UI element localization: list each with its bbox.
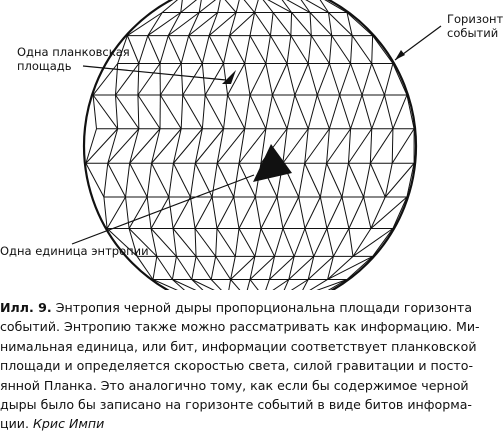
mesh-edge <box>195 229 216 257</box>
mesh-edge <box>162 0 183 13</box>
mesh-edge <box>364 197 371 229</box>
mesh-edge <box>255 197 261 229</box>
mesh-edge <box>292 13 312 36</box>
caption-author: Крис Импи <box>32 416 105 432</box>
mesh-edge <box>217 229 235 257</box>
mesh-edge <box>148 13 181 36</box>
caption-line-5: янной Планка. Это аналогично тому, как если бы содержимое черной <box>0 377 469 393</box>
mesh-edge <box>327 129 330 163</box>
mesh-edge <box>190 163 195 197</box>
mesh-edge <box>195 229 196 257</box>
mesh-edge <box>353 229 393 257</box>
planck-area-triangle <box>222 70 236 84</box>
mesh-edge <box>235 229 239 257</box>
mesh-edge <box>93 95 118 129</box>
mesh-edge <box>299 197 305 229</box>
caption-text-1: Энтропия черной дыры пропорциональна площади горизонта <box>55 300 473 315</box>
mesh-edge <box>148 13 162 36</box>
mesh-edge <box>173 197 190 229</box>
mesh-edge <box>305 197 320 229</box>
mesh-edge <box>351 95 363 129</box>
mesh-edge <box>212 163 217 197</box>
mesh-edge <box>176 256 191 279</box>
mesh-edge <box>129 197 147 229</box>
mesh-edge <box>317 64 329 96</box>
mesh-edge <box>305 163 321 197</box>
mesh-edge <box>263 279 269 290</box>
mesh-edge <box>250 279 263 290</box>
mesh-edge <box>93 95 96 129</box>
mesh-edge <box>275 229 283 257</box>
mesh-edge <box>291 13 292 36</box>
mesh-edge <box>138 64 139 96</box>
mesh-edge <box>372 95 385 129</box>
figure-number: Илл. 9. <box>0 300 52 315</box>
mesh-edge <box>126 163 130 197</box>
mesh-edge <box>218 0 222 13</box>
mesh-edge <box>261 229 275 257</box>
mesh-edge <box>115 95 117 129</box>
mesh-edge <box>195 197 212 229</box>
mesh-edge <box>372 64 385 96</box>
planck-area-label-line2: площадь <box>17 59 72 73</box>
mesh-edge <box>211 256 215 279</box>
mesh-edge <box>246 279 250 290</box>
caption-line-1 <box>0 298 503 317</box>
mesh-edge <box>327 229 333 257</box>
mesh-edge <box>211 279 227 290</box>
mesh-edge <box>192 256 196 279</box>
mesh-edge <box>349 229 353 257</box>
mesh-edge <box>308 36 311 64</box>
mesh-edge <box>291 36 308 64</box>
mesh-edge <box>342 197 349 229</box>
mesh-edge <box>181 64 183 96</box>
mesh-edge <box>202 36 209 64</box>
mesh-edge <box>217 163 234 197</box>
mesh-edge <box>181 95 183 129</box>
mesh-edge <box>224 95 228 129</box>
mesh-edge <box>287 64 295 96</box>
mesh-edge <box>299 163 305 197</box>
mesh-edge <box>209 36 223 64</box>
mesh-edge <box>362 95 372 129</box>
caption-line-7 <box>0 414 503 433</box>
mesh-edge <box>217 129 245 163</box>
mesh-edge <box>160 95 181 129</box>
mesh-edge <box>362 64 372 96</box>
mesh-edge <box>347 13 373 36</box>
mesh-edge <box>152 163 169 197</box>
mesh-edge <box>230 36 245 64</box>
mesh-edge <box>266 95 273 129</box>
mesh-edge <box>173 163 190 197</box>
mesh-edge <box>138 95 160 129</box>
horizon-arrowhead <box>395 50 405 60</box>
mesh-edge <box>340 64 351 96</box>
mesh-edge <box>371 197 385 229</box>
mesh-edge <box>348 129 371 163</box>
mesh-edge <box>183 95 203 129</box>
mesh-edge <box>168 13 199 36</box>
mesh-edge <box>327 129 351 163</box>
mesh-edge <box>104 163 108 197</box>
mesh-edge <box>157 256 173 279</box>
mesh-edge <box>283 197 299 229</box>
mesh-edge <box>289 256 294 279</box>
mesh-edge <box>127 13 162 36</box>
mesh-edge <box>308 256 333 279</box>
mesh-edge <box>139 36 148 64</box>
mesh-edge <box>308 95 317 129</box>
mesh-edge <box>329 64 339 96</box>
mesh-edge <box>295 64 308 96</box>
mesh-edge <box>270 13 273 36</box>
mesh-edge <box>332 36 351 64</box>
mesh-edge <box>373 36 393 64</box>
mesh-edge <box>305 129 309 163</box>
mesh-edge <box>189 36 203 64</box>
event-horizon-label-line2: событий <box>447 26 499 40</box>
mesh-edge <box>327 163 342 197</box>
mesh-edge <box>340 95 351 129</box>
mesh-edge <box>245 95 250 129</box>
mesh-edge <box>196 256 211 279</box>
mesh-edge <box>272 64 287 96</box>
mesh-edge <box>364 163 371 197</box>
mesh-edge <box>277 197 283 229</box>
mesh-edge <box>393 64 407 96</box>
mesh-edge <box>195 129 223 163</box>
mesh-edge <box>231 279 246 290</box>
mesh-edge <box>138 64 160 96</box>
mesh-edge <box>269 256 294 279</box>
leader-arrowheads <box>395 50 405 60</box>
mesh-edge <box>289 256 314 279</box>
mesh-edge <box>250 95 266 129</box>
mesh-edge <box>351 64 363 96</box>
mesh-edge <box>261 197 277 229</box>
mesh-edge <box>320 163 326 197</box>
mesh-edge <box>239 197 255 229</box>
caption-line-6: дыры было бы записано на горизонте событий в виде битов информа- <box>0 397 472 413</box>
mesh-edge <box>160 36 168 64</box>
mesh-edge <box>173 229 196 257</box>
mesh-edge <box>169 197 173 229</box>
event-horizon-label-line1: Горизонт <box>447 12 503 26</box>
mesh-edge <box>190 197 195 229</box>
mesh-edge <box>370 163 385 197</box>
mesh-edge <box>305 129 330 163</box>
planck-area-label-line1: Одна планковская <box>17 45 130 59</box>
mesh-edge <box>352 36 372 64</box>
mesh-edge <box>205 95 223 129</box>
mesh-edge <box>250 36 266 64</box>
mesh-edge <box>202 95 205 129</box>
mesh-edge <box>351 36 353 64</box>
mesh-edge <box>373 229 393 257</box>
mesh-edge <box>329 36 331 64</box>
mesh-edge <box>228 95 245 129</box>
caption-line-3: нимальная единица, или бит, информации соответствует планковской <box>0 338 477 354</box>
mesh-edge <box>370 129 393 163</box>
mesh-edge <box>212 197 217 229</box>
mesh-edge <box>308 256 314 279</box>
mesh-edge <box>310 13 332 36</box>
mesh-edge <box>217 129 223 163</box>
mesh-edge <box>370 129 371 163</box>
mesh-edge <box>314 229 327 257</box>
mesh-edge <box>168 36 181 64</box>
mesh-edge <box>308 64 317 96</box>
mesh-edge <box>295 95 308 129</box>
mesh-edge <box>147 163 151 197</box>
mesh-edge <box>385 95 393 129</box>
mesh-edge <box>385 64 393 96</box>
mesh-edge <box>281 279 288 290</box>
mesh-edge <box>108 163 126 197</box>
mesh-edge <box>329 13 353 36</box>
mesh-edge <box>138 95 139 129</box>
mesh-edge <box>305 229 314 257</box>
mesh-edge <box>181 0 202 13</box>
event-horizon-label <box>447 12 503 40</box>
mesh-edge <box>228 279 231 290</box>
mesh-edge <box>216 229 217 257</box>
mesh-edge <box>250 64 266 96</box>
figure-caption <box>0 298 503 434</box>
mesh-edge <box>234 163 239 197</box>
mesh-edge <box>168 13 180 36</box>
mesh-edge <box>151 229 176 257</box>
mesh-edge <box>342 163 348 197</box>
mesh-edge <box>333 229 349 257</box>
mesh-edge <box>287 36 291 64</box>
mesh-edge <box>255 0 260 13</box>
mesh-edge <box>255 229 261 257</box>
mesh-edge <box>348 129 350 163</box>
mesh-edge <box>266 64 273 96</box>
mesh-edge <box>239 229 255 257</box>
mesh-edge <box>349 197 364 229</box>
mesh-edge <box>217 197 234 229</box>
mesh-edge <box>130 163 148 197</box>
mesh-edge <box>153 256 157 279</box>
mesh-edge <box>348 163 363 197</box>
mesh-edge <box>329 95 339 129</box>
mesh-edge <box>255 13 271 36</box>
mesh-edge <box>393 95 407 129</box>
mesh-edge <box>172 256 176 279</box>
mesh-edge <box>317 0 328 13</box>
mesh-edge <box>385 163 392 197</box>
mesh-edge <box>311 36 329 64</box>
mesh-edge <box>181 36 188 64</box>
mesh-edge <box>221 0 236 13</box>
mesh-edge <box>317 95 329 129</box>
mesh-edge <box>107 197 125 229</box>
mesh-edge <box>287 95 295 129</box>
mesh-edge <box>115 95 138 129</box>
mesh-edge <box>392 129 393 163</box>
mesh-edge <box>148 36 160 64</box>
mesh-edge <box>240 0 254 13</box>
mesh-edge <box>195 129 202 163</box>
mesh-edge <box>270 36 287 64</box>
mesh-edge <box>298 0 310 13</box>
mesh-edge <box>245 64 250 96</box>
mesh-edge <box>234 197 239 229</box>
mesh-edge <box>147 197 151 229</box>
caption-final-word: ции. <box>0 416 29 432</box>
mesh-edge <box>202 64 205 96</box>
mesh-edge <box>151 229 157 257</box>
mesh-edge <box>328 256 334 279</box>
mesh-edge <box>236 0 240 13</box>
caption-line-2: событий. Энтропию также можно рассматривать как информацию. Ми- <box>0 319 480 335</box>
mesh-edge <box>320 197 327 229</box>
mesh-edge <box>294 229 305 257</box>
entropy-unit-label: Одна единица энтропии <box>0 244 149 258</box>
mesh-edge <box>245 36 250 64</box>
mesh-edge <box>266 36 271 64</box>
mesh-edge <box>224 36 230 64</box>
planck-area-label <box>17 45 130 73</box>
mesh-edge <box>273 13 291 36</box>
mesh-edge <box>372 36 373 64</box>
mesh-edge <box>353 229 371 257</box>
mesh-edge <box>272 95 287 129</box>
mesh-edge <box>393 197 407 229</box>
caption-line-4: площади и определяется скоростью света, силой гравитации и посто- <box>0 358 473 374</box>
mesh-edge <box>327 197 342 229</box>
mesh-edge <box>169 163 174 197</box>
mesh-edge <box>392 129 414 163</box>
mesh-edge <box>216 256 231 279</box>
mesh-edge <box>283 229 294 257</box>
mesh-edge <box>310 13 311 36</box>
mesh-edge <box>239 129 245 163</box>
mesh-edge <box>160 64 181 96</box>
mesh-edge <box>183 64 203 96</box>
